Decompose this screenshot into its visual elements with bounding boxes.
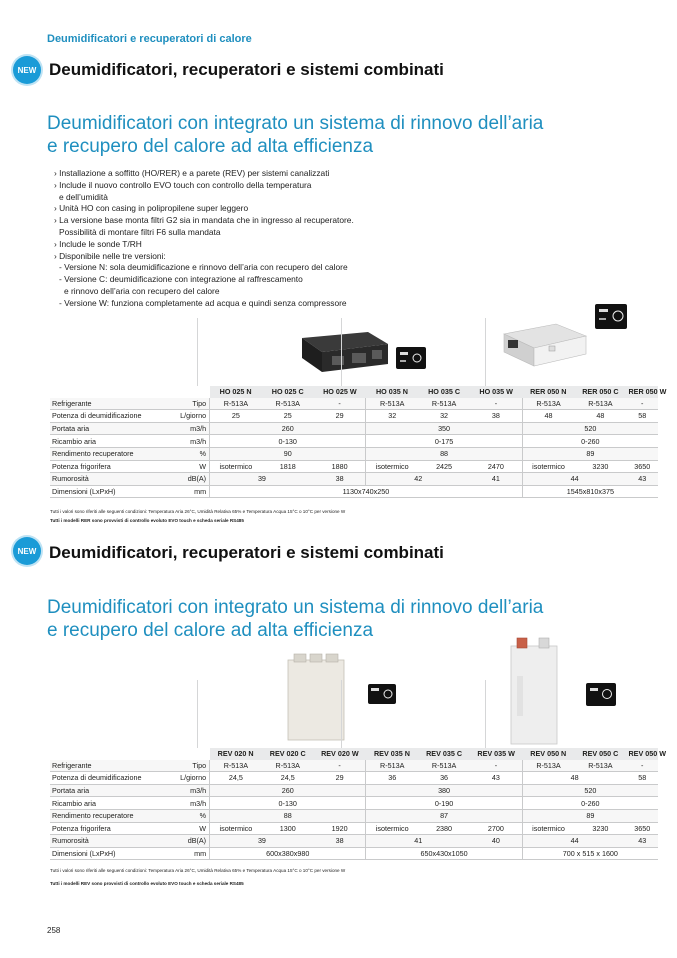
model-header: REV 050 W (628, 749, 667, 759)
new-badge: NEW (13, 56, 41, 84)
table-row: Portata aria m3/h 260 350 520 (50, 422, 658, 435)
feature-item: - Versione N: sola deumidificazione e rinnovo dell’aria con recupero del calore (59, 262, 348, 273)
model-header: HO 035 W (470, 386, 522, 398)
feature-item: e rinnovo dell’aria con recupero del calore (64, 285, 220, 296)
section-title: Deumidificatori, recuperatori e sistemi combinati (49, 60, 444, 79)
model-header: REV 035 C (418, 748, 470, 760)
table-row: Dimensioni (LxPxH) mm 1130x740x250 1545x810x375 (50, 485, 658, 498)
table-row: Potenza di deumidificazione L/giorno 24,5 24,5 29 36 36 43 48 58 (50, 772, 658, 785)
model-header: REV 050 C (574, 748, 626, 760)
feature-item: › Include le sonde T/RH (54, 238, 142, 249)
feature-list (54, 168, 414, 310)
evo-touch-control-image (396, 347, 426, 369)
table-row: Portata aria m3/h 260 380 520 (50, 784, 658, 797)
feature-item: › Unità HO con casing in polipropilene super leggero (54, 203, 249, 214)
section-title: Deumidificatori, recuperatori e sistemi combinati (49, 543, 444, 562)
model-header: REV 050 N (522, 748, 574, 760)
section-subtitle: Deumidificatori con integrato un sistema di rinnovo dell’aria e recupero del calore ad alta efficienza (47, 597, 544, 641)
table-row: Rendimento recuperatore % 88 87 89 (50, 809, 658, 822)
feature-item: › Installazione a soffitto (HO/RER) e a parete (REV) per sistemi canalizzati (54, 168, 330, 178)
feature-item: Possibilità di montare filtri F6 sulla mandata (59, 226, 221, 237)
table-row: Rendimento recuperatore % 90 88 89 (50, 447, 658, 460)
table-row: Rumorosità dB(A) 39 38 42 41 44 43 (50, 473, 658, 486)
table-row: Potenza frigorifera W isotermico 1818 1880 isotermico 2425 2470 isotermico 3230 3650 (50, 460, 658, 473)
section-subtitle: Deumidificatori con integrato un sistema di rinnovo dell’aria e recupero del calore ad alta efficienza (47, 113, 544, 157)
table-row: Rumorosità dB(A) 39 38 41 40 44 43 (50, 835, 658, 848)
ho-unit-image (290, 328, 390, 374)
model-header: RER 050 C (574, 386, 626, 398)
page-number: 258 (47, 926, 61, 935)
model-header: REV 035 W (470, 748, 522, 760)
model-header: RER 050 N (522, 386, 574, 398)
new-badge: NEW (13, 537, 41, 565)
rer-unit-image (494, 320, 589, 368)
feature-item: › La versione base monta filtri G2 sia in mandata che in ingresso al recuperatore. (54, 215, 354, 226)
table-row: Potenza di deumidificazione L/giorno 25 25 29 32 32 38 48 48 58 (50, 410, 658, 423)
evo-touch-control-image (368, 684, 396, 704)
rev-small-unit-image (284, 652, 348, 742)
model-header: REV 035 N (366, 748, 418, 760)
model-header: HO 035 N (366, 386, 418, 398)
evo-touch-control-image (595, 304, 627, 329)
breadcrumb: Deumidificatori e recuperatori di calore (47, 33, 252, 45)
feature-item: › Disponibile nelle tre versioni: (54, 250, 166, 261)
model-header: HO 035 C (418, 386, 470, 398)
feature-item: - Versione W: funziona completamente ad acqua e quindi senza compressore (59, 297, 347, 308)
model-header: HO 025 C (262, 386, 314, 398)
model-header: REV 020 W (314, 748, 366, 760)
table-footnote: Tutti i valori sono riferiti alle seguenti condizioni: Temperatura Aria 26°C, Umidità Relativa 65% e Temperatura Acqua 15°C o 10°C per versione W (50, 509, 346, 514)
model-header: RER 050 W (628, 387, 667, 397)
evo-touch-control-image (586, 683, 616, 706)
table-row: Ricambio aria m3/h 0-130 0-175 0-260 (50, 435, 658, 448)
table-row: Refrigerante Tipo R-513A R-513A - R-513A R-513A - R-513A R-513A - (50, 398, 658, 410)
feature-item: › Include il nuovo controllo EVO touch con controllo della temperatura (54, 179, 312, 190)
table-footnote: Tutti i modelli RER sono provvisti di controllo evoluto EVO touch e scheda seriale RS485 (50, 518, 244, 523)
model-header: HO 025 N (210, 386, 262, 398)
feature-item: e dell’umidità (59, 191, 108, 202)
table-row: Dimensioni (LxPxH) mm 600x380x980 650x430x1050 700 x 515 x 1600 (50, 847, 658, 860)
table-row: Potenza frigorifera W isotermico 1300 1920 isotermico 2380 2700 isotermico 3230 3650 (50, 822, 658, 835)
model-header: REV 020 C (262, 748, 314, 760)
table-footnote: Tutti i valori sono riferiti alle seguenti condizioni: Temperatura Aria 26°C, Umidità Relativa 65% e Temperatura Acqua 15°C o 10°C per versione W (50, 868, 346, 873)
spec-table-ho-rer (50, 386, 667, 498)
feature-item: - Versione C: deumidificazione con integrazione al raffrescamento (59, 274, 303, 285)
table-row: Ricambio aria m3/h 0-130 0-190 0-260 (50, 797, 658, 810)
model-header: HO 025 W (314, 386, 366, 398)
rev-large-unit-image (507, 636, 563, 748)
table-footnote: Tutti i modelli REV sono provvisti di controllo evoluto EVO touch e scheda seriale RS485 (50, 881, 244, 886)
spec-table-rev (50, 748, 667, 860)
table-row: Refrigerante Tipo R-513A R-513A - R-513A R-513A - R-513A R-513A - (50, 760, 658, 772)
model-header: REV 020 N (210, 748, 262, 760)
